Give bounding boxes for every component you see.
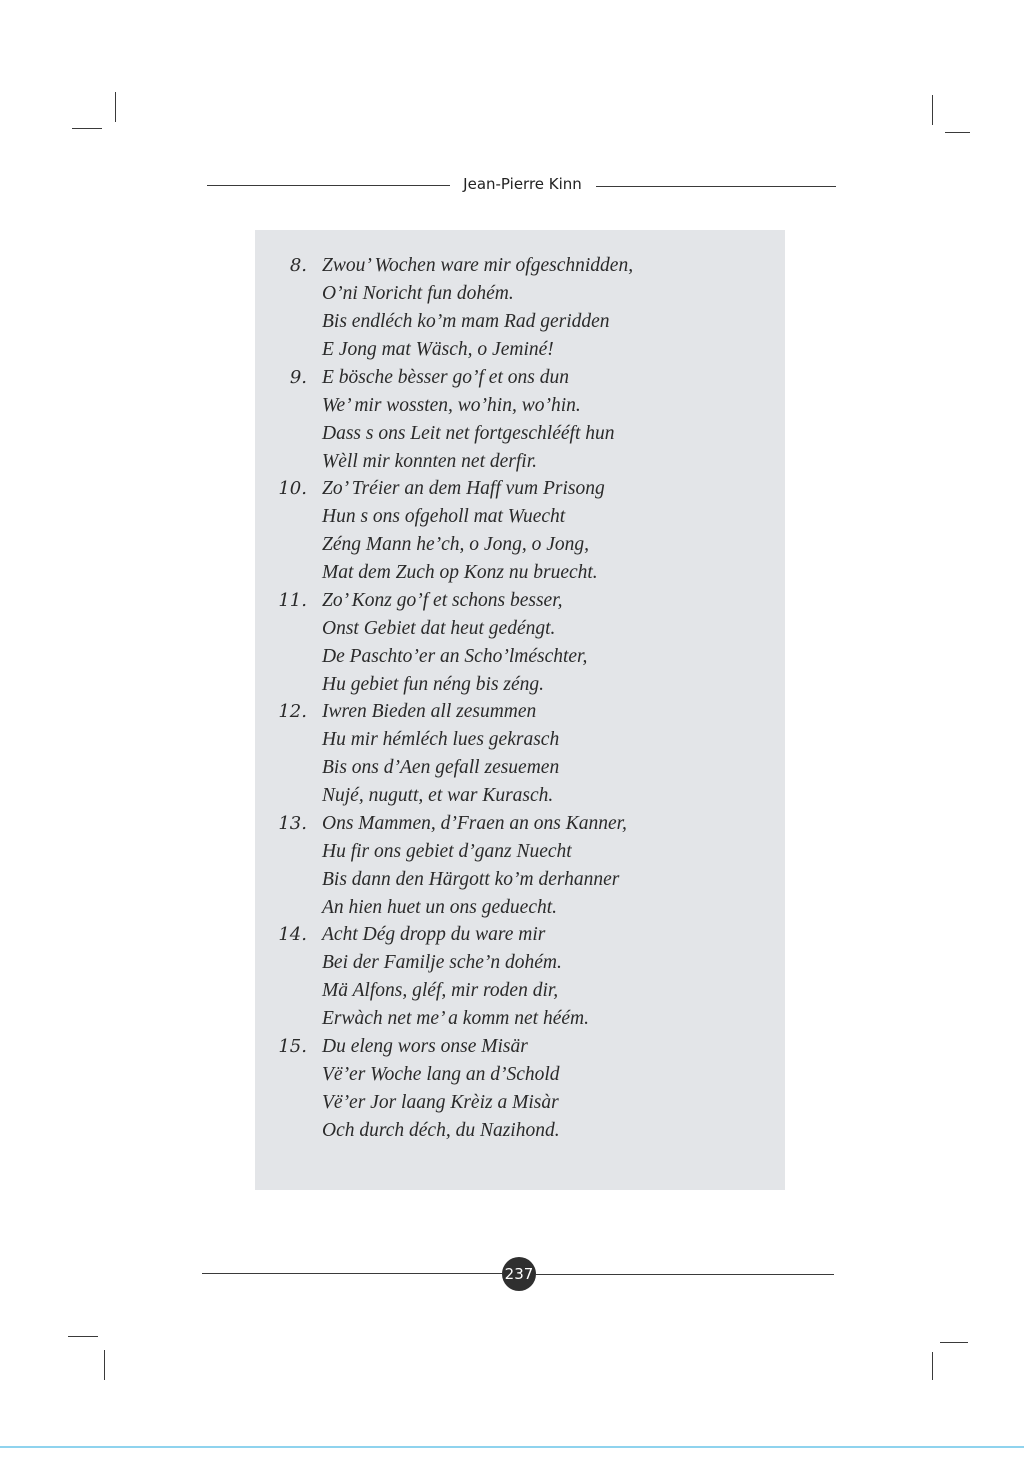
- poem-line: Bis endléch ko’m mam Rad geridden: [322, 311, 610, 332]
- poem-line: Hu fir ons gebiet d’ganz Nuecht: [322, 840, 572, 862]
- poem-line: Zwou’ Wochen ware mir ofgeschnidden,: [322, 255, 634, 276]
- header-rule-left: [207, 185, 450, 186]
- stanza-number: 11.: [278, 589, 307, 611]
- poem-line: Hun s ons ofgeholl mat Wuecht: [322, 506, 566, 527]
- stanza-number: 8.: [289, 255, 307, 276]
- poem-line: Zo’ Tréier an dem Haff vum Prisong: [322, 478, 605, 499]
- poem-box: [255, 230, 785, 1190]
- stanza-number: 13.: [278, 812, 307, 834]
- poem-line: Nujé, nugutt, et war Kurasch.: [322, 785, 554, 806]
- poem-line: O’ni Noricht fun dohém.: [322, 283, 514, 304]
- poem-line: Wèll mir konnten net derfir.: [322, 450, 538, 472]
- poem-line: E Jong mat Wäsch, o Jeminé!: [322, 339, 554, 360]
- poem-line: Iwren Bieden all zesummen: [322, 701, 537, 722]
- poem-line: Bis ons d’Aen gefall zesuemen: [322, 757, 560, 778]
- poem-line: Vë’er Jor laang Krèiz a Misàr: [322, 1091, 559, 1113]
- poem-line: Dass s ons Leit net fortgeschlééft hun: [322, 422, 615, 444]
- running-header-author: Jean-Pierre Kinn: [463, 175, 582, 193]
- poem-line: Onst Gebiet dat heut gedéngt.: [322, 617, 556, 639]
- poem-line: Mä Alfons, gléf, mir roden dir,: [322, 980, 559, 1001]
- poem-line: E bösche bèsser go’f et ons dun: [322, 366, 569, 388]
- stanza-number: 14.: [278, 924, 307, 945]
- poem-line: Och durch déch, du Nazihond.: [322, 1119, 560, 1141]
- poem-line: Zo’ Konz go’f et schons besser,: [322, 589, 563, 611]
- poem-line: Bis dann den Härgott ko’m derhanner: [322, 868, 620, 890]
- crop-mark-top-right-vertical: [932, 95, 933, 125]
- stanza-number: 10.: [278, 478, 307, 499]
- crop-mark-bottom-right-vertical: [932, 1352, 933, 1380]
- poem-line: Acht Dég dropp du ware mir: [322, 924, 546, 945]
- poem-line: Erwàch net me’ a komm net héém.: [322, 1008, 589, 1029]
- crop-mark-top-left-vertical: [115, 92, 116, 122]
- poem-line: Hu gebiet fun néng bis zéng.: [322, 673, 545, 695]
- poem-line: Mat dem Zuch op Konz nu bruecht.: [322, 562, 598, 583]
- poem-line: Zéng Mann he’ch, o Jong, o Jong,: [322, 534, 589, 555]
- page-number-badge: 237: [502, 1257, 536, 1291]
- stanza-number: 15.: [278, 1035, 307, 1057]
- crop-mark-top-right-horizontal: [945, 132, 970, 133]
- poem-line: Hu mir hémléch lues gekrasch: [322, 729, 560, 750]
- footer-rule-left: [202, 1273, 502, 1274]
- stanza-number: 9.: [289, 366, 307, 388]
- poem-line: Bei der Familje sche’n dohém.: [322, 952, 562, 973]
- stanza-number: 12.: [278, 701, 307, 722]
- crop-mark-bottom-left-horizontal: [68, 1336, 98, 1337]
- bottom-edge-stripe: [0, 1446, 1024, 1448]
- crop-mark-bottom-right-horizontal: [940, 1342, 968, 1343]
- footer-rule-right: [536, 1274, 834, 1275]
- poem-line: Ons Mammen, d’Fraen an ons Kanner,: [322, 812, 627, 834]
- poem-line: Du eleng wors onse Misär: [322, 1035, 528, 1057]
- crop-mark-top-left-horizontal: [72, 128, 102, 129]
- poem-line: An hien huet un ons geduecht.: [322, 896, 558, 918]
- poem-line: Vë’er Woche lang an d’Schold: [322, 1063, 560, 1085]
- poem-line: De Paschto’er an Scho’lméschter,: [322, 645, 588, 667]
- crop-mark-bottom-left-vertical: [104, 1350, 105, 1380]
- poem-line: We’ mir wossten, wo’hin, wo’hin.: [322, 394, 581, 416]
- header-rule-right: [596, 186, 836, 187]
